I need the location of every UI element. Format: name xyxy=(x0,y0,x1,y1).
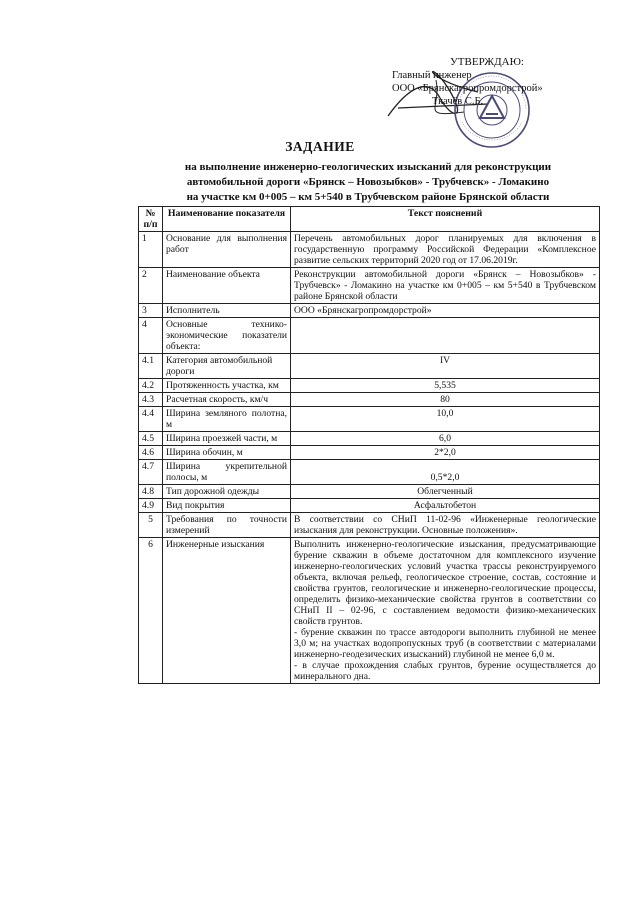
row-num: 4.9 xyxy=(139,499,163,513)
row-num: 4.2 xyxy=(139,379,163,393)
table-row xyxy=(139,485,600,499)
approval-signatory: Ткачёв С.Б. xyxy=(432,96,484,107)
row-name: Ширина земляного полотна, м xyxy=(163,407,291,432)
row-text: 80 xyxy=(291,393,600,407)
row-name: Расчетная скорость, км/ч xyxy=(163,393,291,407)
row-num: 4.1 xyxy=(139,354,163,379)
row-name: Ширина проезжей части, м xyxy=(163,432,291,446)
row-text: 2*2,0 xyxy=(291,446,600,460)
subtitle-line: на участке км 0+005 – км 5+540 в Трубчевском районе Брянской области xyxy=(186,191,550,203)
row-num: 3 xyxy=(139,304,163,318)
row-name: Требования по точности измерений xyxy=(163,513,291,538)
row-num: 4.8 xyxy=(139,485,163,499)
header-name: Наименование показателя xyxy=(163,207,291,232)
row-name: Ширина укрепительной полосы, м xyxy=(163,460,291,485)
table-row xyxy=(139,268,600,304)
row-num: 2 xyxy=(139,268,163,304)
row-num: 4 xyxy=(139,318,163,354)
table-row xyxy=(139,460,600,485)
table-row xyxy=(139,318,600,354)
row-text: В соответствии со СНиП 11-02-96 «Инженерные геологические изыскания для реконструкции. Основные положения». xyxy=(291,513,600,538)
row-text: 0,5*2,0 xyxy=(291,460,600,485)
row-name: Основные технико-экономические показатели объекта: xyxy=(163,318,291,354)
row-num: 4.6 xyxy=(139,446,163,460)
approval-company: ООО «Брянскагропромдорстрой» xyxy=(392,83,543,94)
row-text: 10,0 xyxy=(291,407,600,432)
specification-table xyxy=(138,206,600,684)
header-num: № п/п xyxy=(139,207,163,232)
row-name: Ширина обочин, м xyxy=(163,446,291,460)
row-text: 5,535 xyxy=(291,379,600,393)
row-text-block xyxy=(291,538,600,684)
row-num: 4.3 xyxy=(139,393,163,407)
table-row xyxy=(139,499,600,513)
table-row xyxy=(139,393,600,407)
row-text: ООО «Брянскагропромдорстрой» xyxy=(291,304,600,318)
row-text-paragraph: Выполнить инженерно-геологические изыскания, предусматривающие бурение скважин в объеме достаточном для комплексного изучение инженерно-геологических условий участка трассы реконструируемого объекта, включая рельеф, геологическое строение, состав, состояние и свойства грунтов, геологические и инженерно-геологические процессы, определить физико-механические свойства грунтов в соответствии со СНиП II – 02-96, с составлением ведомости физико-механических свойств грунтов. xyxy=(294,539,596,627)
row-num: 6 xyxy=(139,538,163,684)
table-row xyxy=(139,538,600,684)
row-name: Исполнитель xyxy=(163,304,291,318)
table-row xyxy=(139,513,600,538)
row-text: IV xyxy=(291,354,600,379)
row-name: Вид покрытия xyxy=(163,499,291,513)
document-subtitle xyxy=(158,160,578,205)
row-text-paragraph: - бурение скважин по трассе автодороги выполнить глубиной не менее 3,0 м; на участках водопропускных труб (в соответствии с материалами инженерно-геодезических изысканий) глубиной не менее 6,0 м. xyxy=(294,627,596,660)
approval-position: Главный инженер xyxy=(392,70,472,81)
row-name: Категория автомобильной дороги xyxy=(163,354,291,379)
table-row xyxy=(139,446,600,460)
row-name: Основание для выполнения работ xyxy=(163,232,291,268)
row-text xyxy=(291,318,600,354)
approval-block xyxy=(392,56,582,108)
row-num: 4.4 xyxy=(139,407,163,432)
table-row xyxy=(139,354,600,379)
document-title: ЗАДАНИЕ xyxy=(285,139,355,154)
table-row xyxy=(139,304,600,318)
row-name: Инженерные изыскания xyxy=(163,538,291,684)
header-text: Текст пояснений xyxy=(291,207,600,232)
row-num: 4.7 xyxy=(139,460,163,485)
row-text: Асфальтобетон xyxy=(291,499,600,513)
row-text-paragraph: - в случае прохождения слабых грунтов, бурение осуществляется до минерального дна. xyxy=(294,660,596,682)
row-name: Тип дорожной одежды xyxy=(163,485,291,499)
table-row xyxy=(139,432,600,446)
row-text: Перечень автомобильных дорог планируемых для включения в государственную программу Российской Федерации «Комплексное развитие сельских территорий 2020 год от 17.06.2019г. xyxy=(291,232,600,268)
subtitle-line: на выполнение инженерно-геологических изысканий для реконструкции xyxy=(184,161,552,173)
table-header-row xyxy=(139,207,600,232)
table-row xyxy=(139,379,600,393)
row-num: 1 xyxy=(139,232,163,268)
table-row xyxy=(139,407,600,432)
row-text: Облегченный xyxy=(291,485,600,499)
table-row xyxy=(139,232,600,268)
row-num: 5 xyxy=(139,513,163,538)
row-text: 6,0 xyxy=(291,432,600,446)
row-name: Наименование объекта xyxy=(163,268,291,304)
approval-heading: УТВЕРЖДАЮ: xyxy=(450,56,524,68)
row-name: Протяженность участка, км xyxy=(163,379,291,393)
row-text: Реконструкции автомобильной дороги «Брянск – Новозыбков» - Трубчевск» - Ломакино на участке км 0+005 – км 5+540 в Трубчевском районе Брянской области xyxy=(291,268,600,304)
subtitle-line: автомобильной дороги «Брянск – Новозыбков» - Трубчевск» - Ломакино xyxy=(186,176,550,188)
row-num: 4.5 xyxy=(139,432,163,446)
